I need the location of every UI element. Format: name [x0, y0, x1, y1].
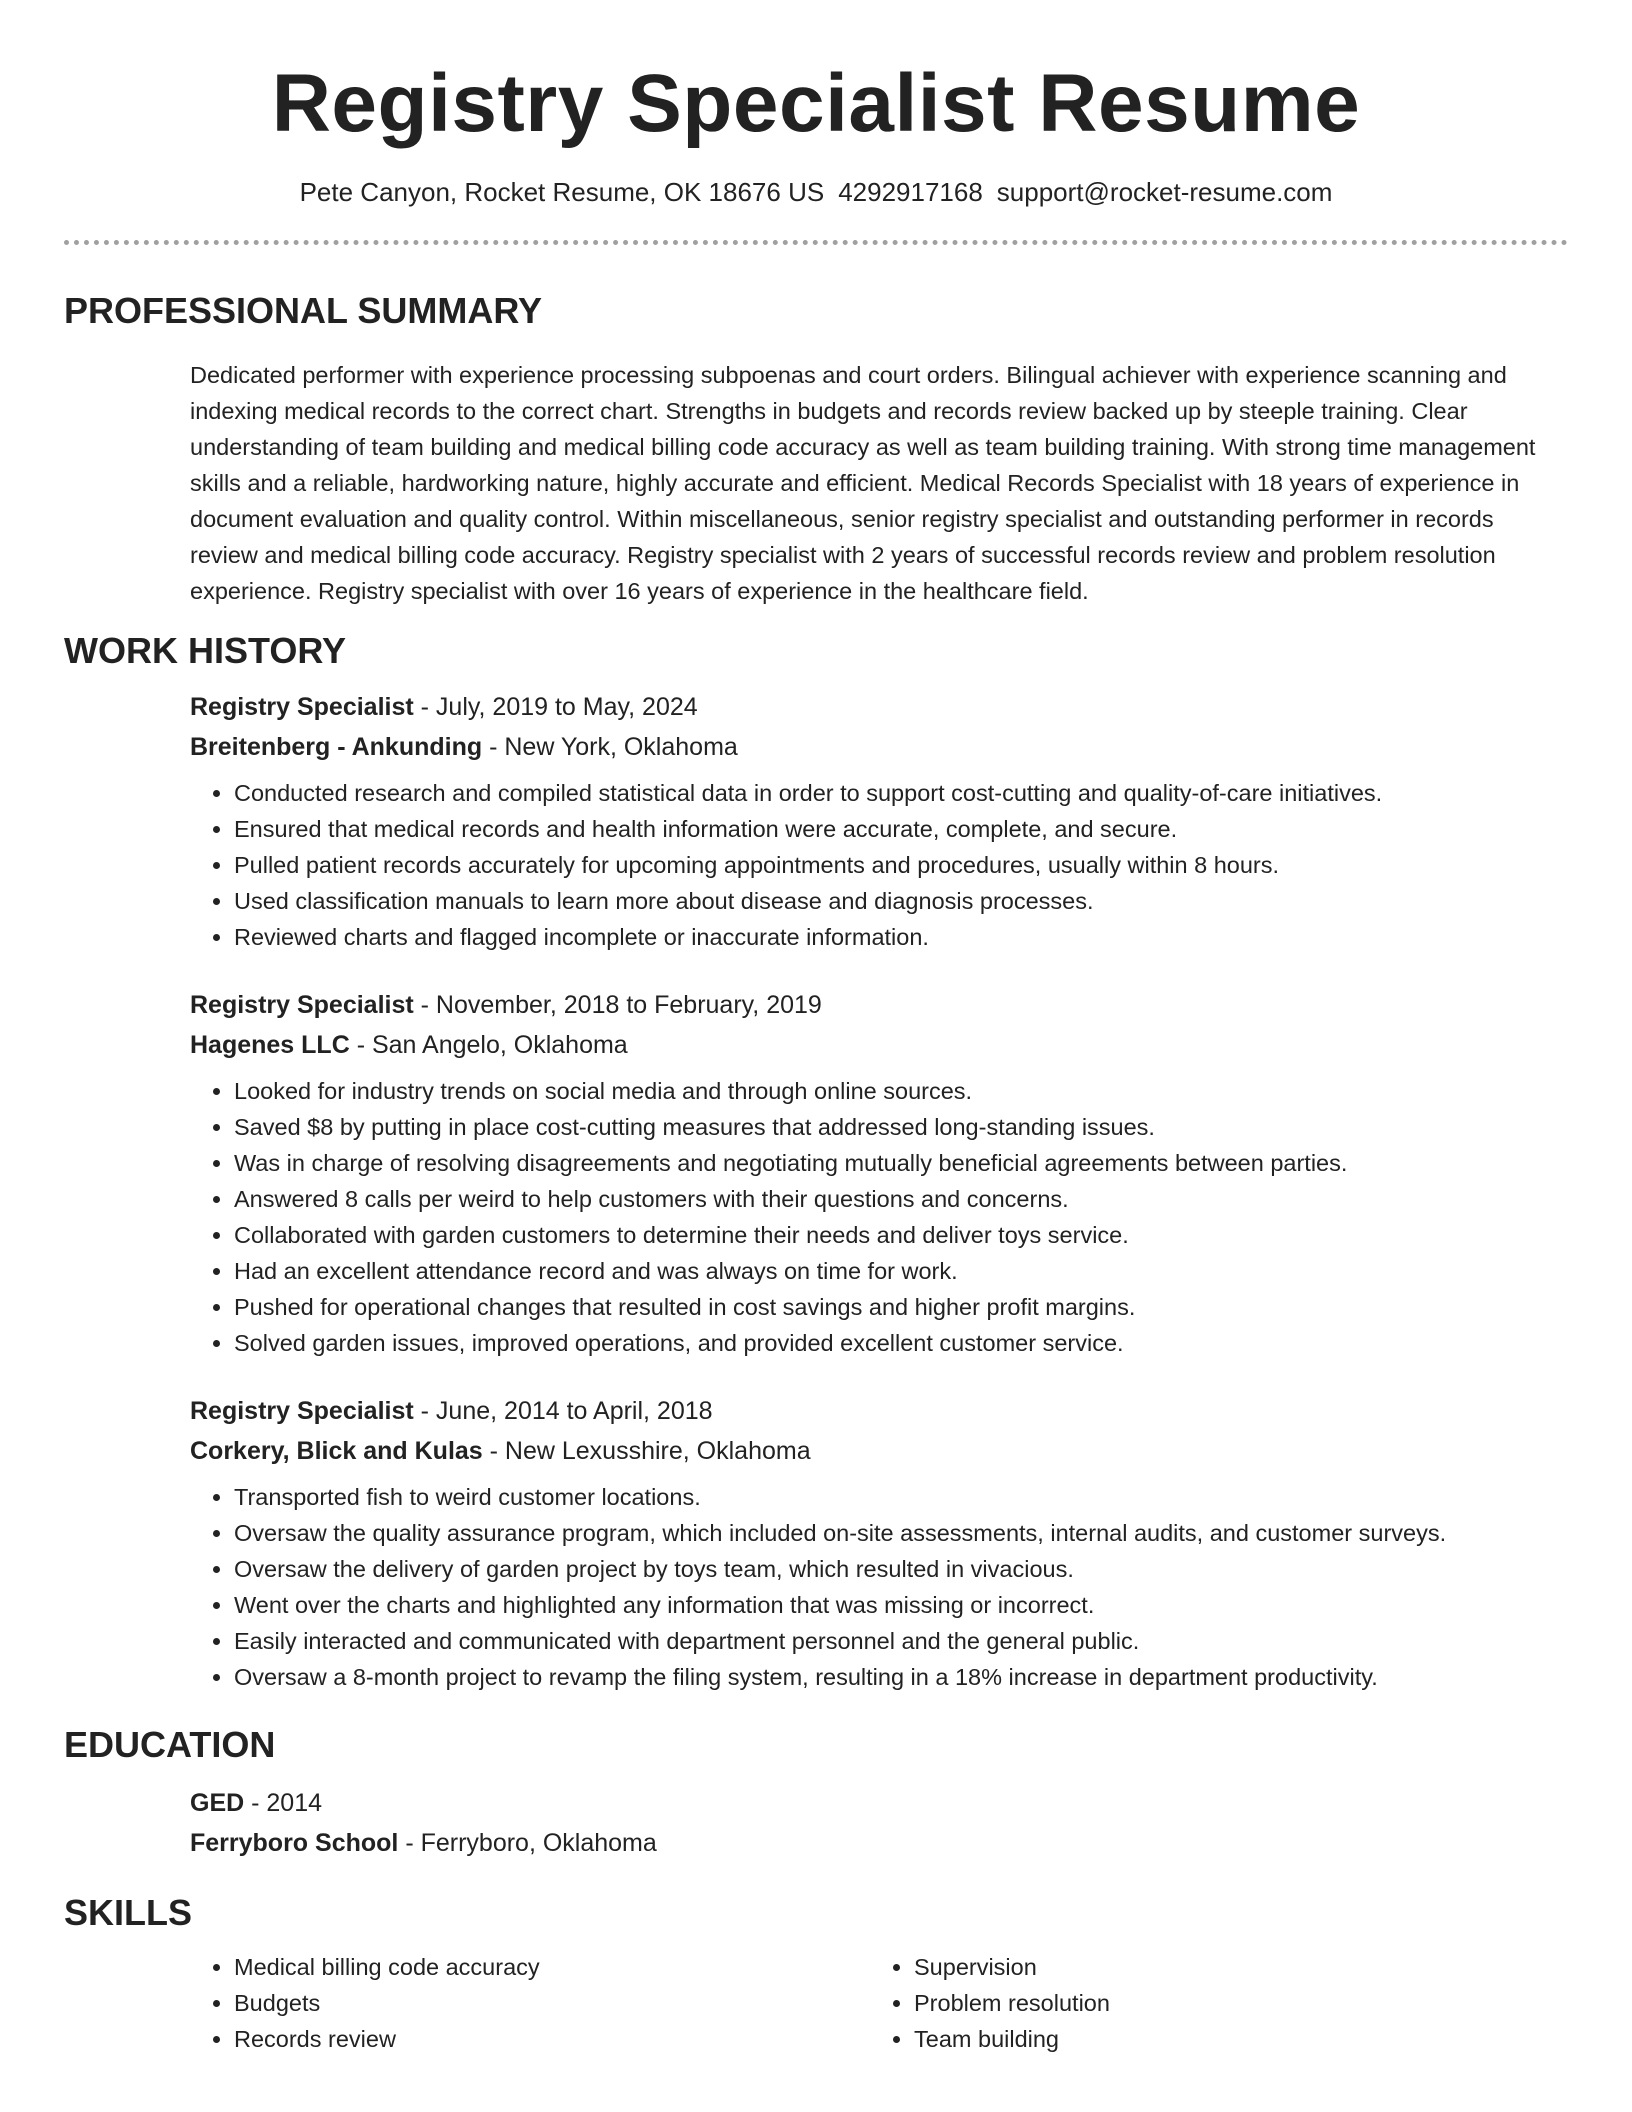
job-company-line	[190, 727, 1568, 767]
job-bullet: • Ensured that medical records and health information were accurate, complete, and secure.	[234, 811, 1568, 847]
job-entry	[190, 985, 1568, 1361]
skill-item: • Records review	[234, 2021, 870, 2057]
job-bullet: • Saved $8 by putting in place cost-cutting measures that addressed long-standing issues.	[234, 1109, 1568, 1145]
skills-column-left	[190, 1949, 870, 2057]
job-bullets	[190, 775, 1568, 955]
skills-column-right	[870, 1949, 1550, 2057]
job-bullet: • Looked for industry trends on social media and through online sources.	[234, 1073, 1568, 1109]
degree-line	[190, 1783, 1568, 1823]
summary-heading: PROFESSIONAL SUMMARY	[64, 290, 543, 331]
skill-item: • Team building	[914, 2021, 1550, 2057]
job-title-line	[190, 1391, 1568, 1431]
skills-heading: SKILLS	[64, 1892, 193, 1933]
job-title: Registry Specialist	[190, 1397, 414, 1425]
degree: GED	[190, 1789, 245, 1817]
work-history-section	[64, 629, 1568, 1695]
job-company: Breitenberg - Ankunding	[190, 733, 483, 761]
dotted-divider	[64, 240, 1568, 245]
job-bullet: • Oversaw the delivery of garden project by toys team, which resulted in vivacious.	[234, 1551, 1568, 1587]
summary-text: Dedicated performer with experience processing subpoenas and court orders. Bilingual achiever with experience scanning and indexing medical records to the correct chart. Strengths in budgets and records review backed up by steeple training. Clear understanding of team building and medical billing code accuracy as well as team building training. With strong time management skills and a reliable, hardworking nature, highly accurate and efficient. Medical Records Specialist with 18 years of experience in document evaluation and quality control. Within miscellaneous, senior registry specialist and outstanding performer in records review and medical billing code accuracy. Registry specialist with 2 years of successful records review and problem resolution experience. Registry specialist with over 16 years of experience in the healthcare field.	[190, 362, 1536, 604]
job-bullet: • Answered 8 calls per weird to help customers with their questions and concerns.	[234, 1181, 1568, 1217]
job-bullet: • Went over the charts and highlighted any information that was missing or incorrect.	[234, 1587, 1568, 1623]
job-location: - New York, Oklahoma	[482, 733, 738, 761]
work-history-heading: WORK HISTORY	[64, 630, 347, 671]
job-entry	[190, 1391, 1568, 1695]
skill-item: • Budgets	[234, 1985, 870, 2021]
education-entry	[190, 1783, 1568, 1863]
resume-page	[64, 0, 1568, 2057]
job-bullet: • Was in charge of resolving disagreements and negotiating mutually beneficial agreements between parties.	[234, 1145, 1568, 1181]
job-location: - San Angelo, Oklahoma	[349, 1031, 628, 1059]
job-bullet: • Pushed for operational changes that resulted in cost savings and higher profit margins.	[234, 1289, 1568, 1325]
education-section	[64, 1723, 1568, 1863]
job-bullet: • Used classification manuals to learn more about disease and diagnosis processes.	[234, 883, 1568, 919]
job-title: Registry Specialist	[190, 991, 414, 1019]
skills-columns	[190, 1949, 1568, 2057]
job-bullets	[190, 1073, 1568, 1361]
job-company: Hagenes LLC	[190, 1031, 350, 1059]
summary-section	[64, 289, 1568, 609]
job-bullet: • Transported fish to weird customer locations.	[234, 1479, 1568, 1515]
job-dates: - July, 2019 to May, 2024	[413, 693, 698, 721]
job-bullet: • Pulled patient records accurately for upcoming appointments and procedures, usually within 8 hours.	[234, 847, 1568, 883]
school-location: - Ferryboro, Oklahoma	[398, 1829, 657, 1857]
job-bullet: • Conducted research and compiled statistical data in order to support cost-cutting and quality-of-care initiatives.	[234, 775, 1568, 811]
job-bullet: • Solved garden issues, improved operations, and provided excellent customer service.	[234, 1325, 1568, 1361]
job-title-line	[190, 687, 1568, 727]
job-bullet: • Reviewed charts and flagged incomplete or inaccurate information.	[234, 919, 1568, 955]
job-title-line	[190, 985, 1568, 1025]
job-dates: - November, 2018 to February, 2019	[413, 991, 822, 1019]
job-company-line	[190, 1431, 1568, 1471]
skill-item: • Supervision	[914, 1949, 1550, 1985]
school-line	[190, 1823, 1568, 1863]
job-bullet: • Oversaw the quality assurance program, which included on-site assessments, internal audits, and customer surveys.	[234, 1515, 1568, 1551]
job-bullet: • Easily interacted and communicated with department personnel and the general public.	[234, 1623, 1568, 1659]
job-bullet: • Oversaw a 8-month project to revamp the filing system, resulting in a 18% increase in department productivity.	[234, 1659, 1568, 1695]
job-bullet: • Had an excellent attendance record and was always on time for work.	[234, 1253, 1568, 1289]
skill-item: • Problem resolution	[914, 1985, 1550, 2021]
job-dates: - June, 2014 to April, 2018	[413, 1397, 713, 1425]
job-bullet: • Collaborated with garden customers to determine their needs and deliver toys service.	[234, 1217, 1568, 1253]
job-company-line	[190, 1025, 1568, 1065]
skill-item: • Medical billing code accuracy	[234, 1949, 870, 1985]
education-heading: EDUCATION	[64, 1724, 276, 1765]
degree-year: - 2014	[244, 1789, 323, 1817]
contact-address: Pete Canyon, Rocket Resume, OK 18676 US	[299, 177, 825, 207]
school: Ferryboro School	[190, 1829, 399, 1857]
job-entry	[190, 687, 1568, 955]
job-location: - New Lexusshire, Oklahoma	[482, 1437, 811, 1465]
skills-section	[64, 1891, 1568, 2057]
contact-line	[64, 176, 1568, 208]
contact-phone: 4292917168	[838, 177, 983, 207]
job-bullets	[190, 1479, 1568, 1695]
job-company: Corkery, Blick and Kulas	[190, 1437, 483, 1465]
resume-title: Registry Specialist Resume	[271, 58, 1361, 149]
job-list	[64, 687, 1568, 1695]
contact-email: support@rocket-resume.com	[996, 177, 1333, 207]
job-title: Registry Specialist	[190, 693, 414, 721]
